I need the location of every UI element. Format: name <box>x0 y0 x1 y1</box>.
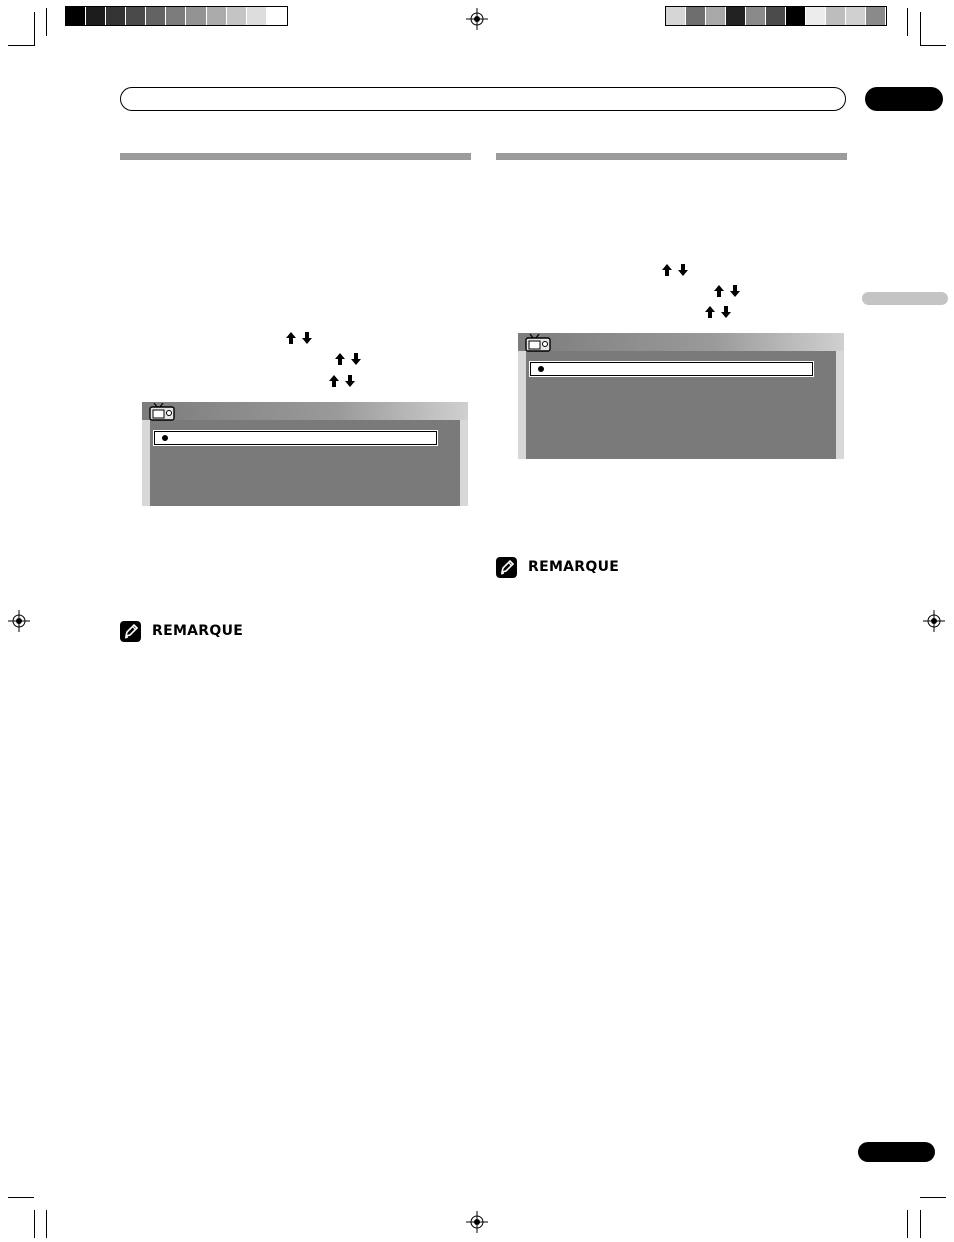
color-swatch <box>786 7 806 25</box>
bullet-icon <box>538 366 544 372</box>
crop-mark <box>920 1210 921 1238</box>
color-swatch <box>86 7 106 25</box>
color-swatch <box>247 7 267 25</box>
color-swatch <box>207 7 227 25</box>
registration-mark-icon <box>923 610 945 632</box>
color-swatch <box>106 7 126 25</box>
section-rule-left <box>120 153 471 160</box>
menu-screen-left <box>142 402 468 506</box>
color-swatch <box>706 7 726 25</box>
color-swatch <box>806 7 826 25</box>
up-down-arrows-icon <box>662 264 688 276</box>
crop-mark <box>8 45 34 46</box>
up-down-arrows-icon <box>335 353 361 365</box>
chapter-header-frame <box>120 87 846 111</box>
pencil-note-icon <box>120 621 141 642</box>
tv-set-icon <box>148 403 178 421</box>
color-swatch <box>126 7 146 25</box>
section-rule-right <box>496 153 847 160</box>
color-swatch <box>66 7 86 25</box>
color-calibration-bar-left <box>65 6 288 26</box>
registration-mark-icon <box>466 8 488 30</box>
up-down-arrows-icon <box>714 285 740 297</box>
color-swatch <box>267 7 287 25</box>
menu-screen-right <box>518 333 844 459</box>
color-swatch <box>186 7 206 25</box>
remarque-heading: REMARQUE <box>152 623 244 639</box>
crop-mark <box>920 45 946 46</box>
menu-item-selected[interactable] <box>530 362 813 376</box>
language-side-tab <box>862 292 948 305</box>
pencil-note-icon <box>496 557 517 578</box>
chapter-number-badge <box>865 87 943 111</box>
color-swatch <box>166 7 186 25</box>
crop-mark <box>8 1197 34 1198</box>
page-number-badge <box>858 1142 935 1162</box>
registration-mark-icon <box>8 610 30 632</box>
color-swatch <box>766 7 786 25</box>
crop-mark <box>907 1210 908 1238</box>
up-down-arrows-icon <box>329 375 355 387</box>
up-down-arrows-icon <box>705 306 731 318</box>
color-swatch <box>846 7 866 25</box>
crop-mark <box>907 8 908 36</box>
registration-mark-icon <box>466 1211 488 1233</box>
crop-mark <box>920 1197 946 1198</box>
tv-set-icon <box>524 334 554 352</box>
crop-mark <box>920 12 921 46</box>
color-calibration-bar-right <box>665 6 887 26</box>
color-swatch <box>866 7 886 25</box>
color-swatch <box>686 7 706 25</box>
up-down-arrows-icon <box>286 332 312 344</box>
crop-mark <box>34 12 35 46</box>
remarque-heading: REMARQUE <box>528 559 620 575</box>
menu-item-selected[interactable] <box>154 431 437 445</box>
crop-mark <box>46 1210 47 1238</box>
bullet-icon <box>162 435 168 441</box>
color-swatch <box>146 7 166 25</box>
color-swatch <box>227 7 247 25</box>
color-swatch <box>666 7 686 25</box>
color-swatch <box>726 7 746 25</box>
crop-mark <box>34 1210 35 1238</box>
color-swatch <box>746 7 766 25</box>
menu-screen-title-bar <box>518 333 844 351</box>
color-swatch <box>826 7 846 25</box>
crop-mark <box>46 8 47 36</box>
menu-screen-title-bar <box>142 402 468 420</box>
